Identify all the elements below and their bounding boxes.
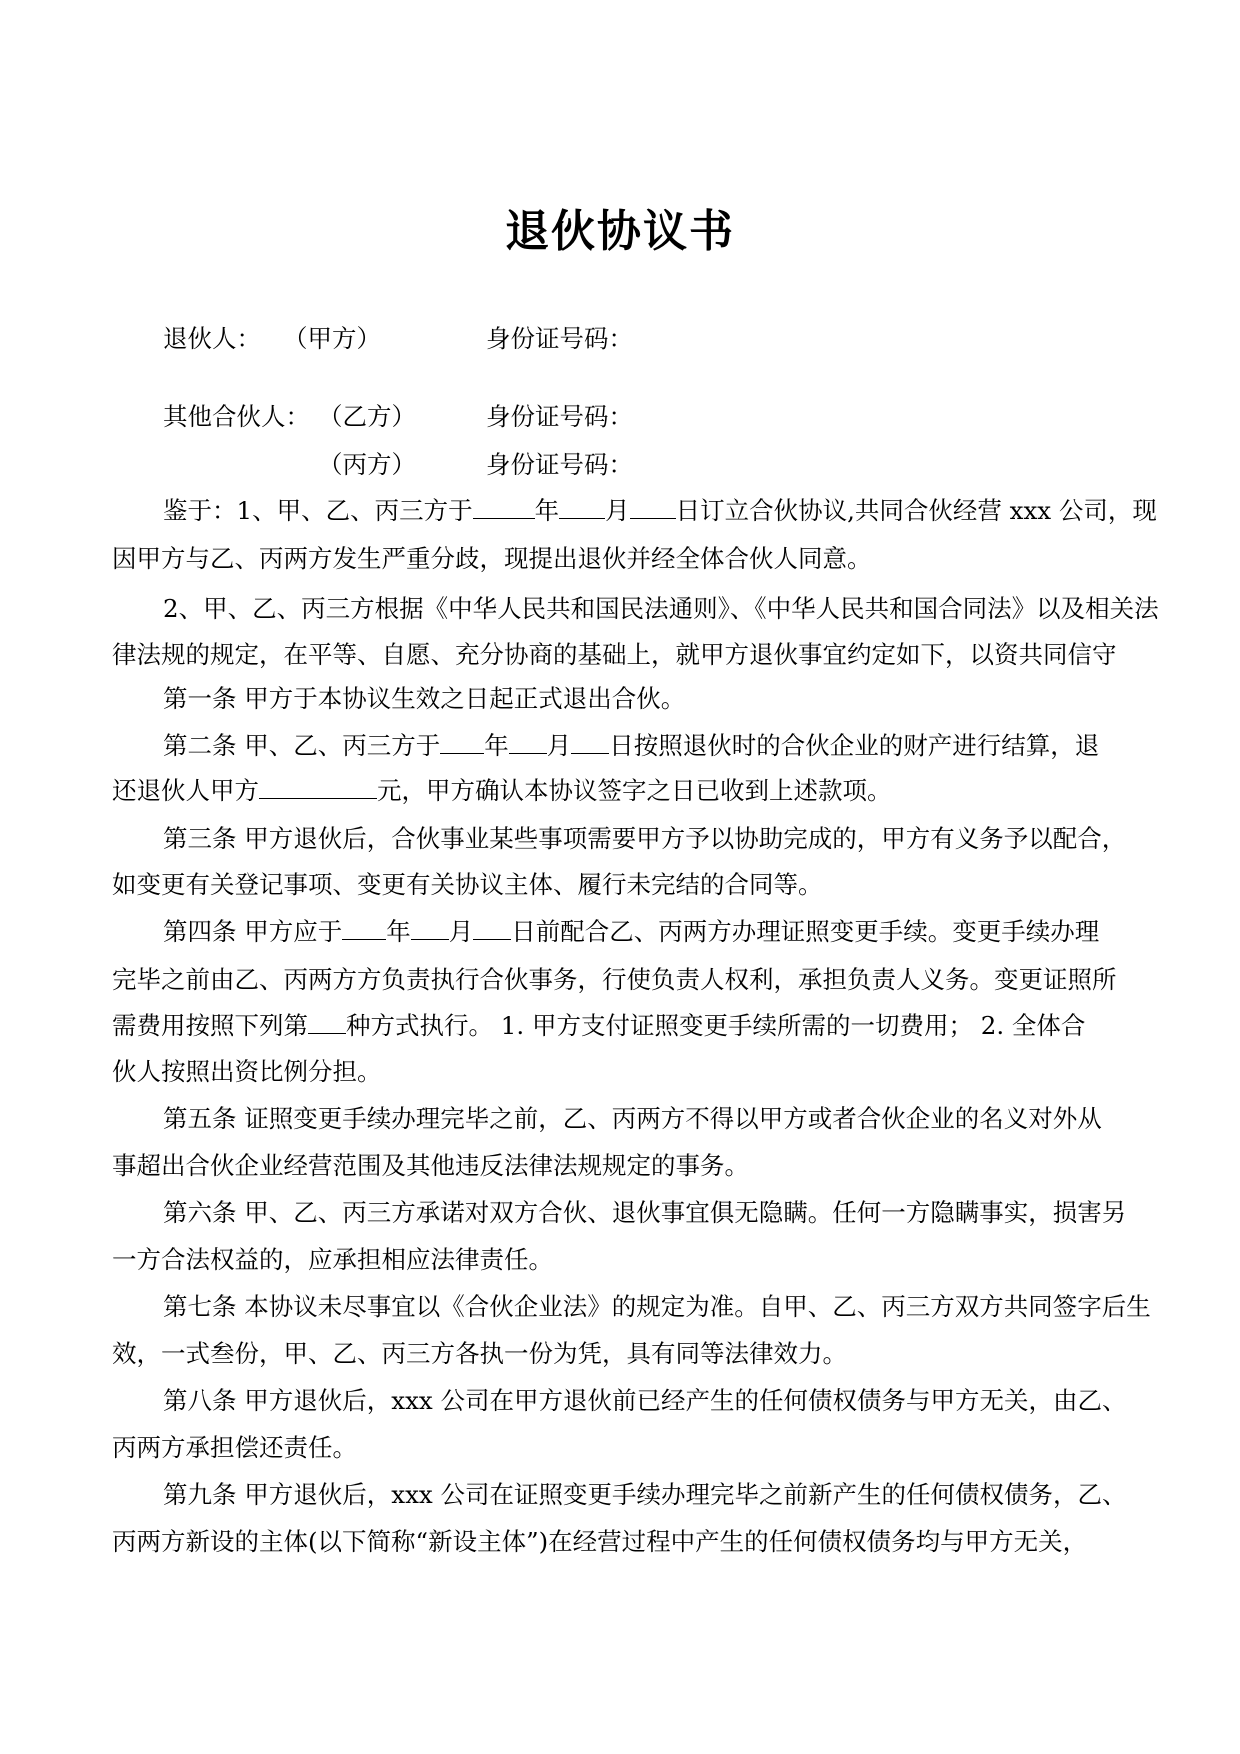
paragraph-line: 效，一式叁份，甲、乙、丙三方各执一份为凭，具有同等法律效力。 [112,1339,847,1368]
paragraph-line: 丙两方承担偿还责任。 [112,1433,357,1462]
other-partners-label: 其他合伙人： [163,402,310,431]
article-8-line: 第八条 甲方退伙后，xxx 公司在甲方退伙前已经产生的任何债权债务与甲方无关，由乙、 [163,1386,1127,1415]
blank-field [559,492,605,519]
blank-field [308,1007,346,1034]
blank-field [473,913,511,940]
paragraph-line: 丙两方新设的主体(以下简称“新设主体”)在经营过程中产生的任何债权债务均与甲方无关， [112,1527,1088,1556]
article-2-line: 第二条 甲、乙、丙三方于 年 月 日按照退伙时的合伙企业的财产进行结算，退 [163,727,1240,765]
article-1-line: 第一条 甲方于本协议生效之日起正式退出合伙。 [163,684,686,713]
paragraph-line: 如变更有关登记事项、变更有关协议主体、履行未完结的合同等。 [112,870,823,899]
id-number-label: 身份证号码： [486,402,633,431]
article-5-line: 第五条 证照变更手续办理完毕之前，乙、丙两方不得以甲方或者合伙企业的名义对外从 [163,1104,1102,1133]
paragraph-line: 一方合法权益的，应承担相应法律责任。 [112,1245,553,1274]
blank-field [411,913,449,940]
party-c-label: （丙方） [318,450,416,479]
party-b-label: （乙方） [318,402,416,431]
paragraph-line: 还退伙人甲方 元，甲方确认本协议签字之日已收到上述款项。 [112,772,1240,810]
paragraph-line: 事超出合伙企业经营范围及其他违反法律法规规定的事务。 [112,1151,749,1180]
paragraph-line: 2、甲、乙、丙三方根据《中华人民共和国民法通则》、《中华人民共和国合同法》以及相关法 [163,594,1159,623]
party-a-line [0,320,1240,358]
article-4-line: 第四条 甲方应于 年 月 日前配合乙、丙两方办理证照变更手续。变更手续办理 [163,913,1240,951]
party-a-label: （甲方） [283,324,381,353]
article-7-line: 第七条 本协议未尽事宜以《合伙企业法》的规定为准。自甲、乙、丙三方双方共同签字后生 [163,1292,1151,1321]
blank-field [630,492,676,519]
article-9-line: 第九条 甲方退伙后，xxx 公司在证照变更手续办理完毕之前新产生的任何债权债务，乙、 [163,1480,1127,1509]
paragraph-line: 因甲方与乙、丙两方发生严重分歧，现提出退伙并经全体合伙人同意。 [112,544,872,573]
blank-field [259,772,377,799]
blank-field [571,727,609,754]
retiree-label: 退伙人： [163,324,261,353]
id-number-label: 身份证号码： [486,450,633,479]
paragraph-line: 需费用按照下列第 种方式执行。 1. 甲方支付证照变更手续所需的一切费用； 2. 全体合 [112,1007,1240,1045]
document-title: 退伙协议书 [505,206,735,257]
article-3-line: 第三条 甲方退伙后，合伙事业某些事项需要甲方予以协助完成的，甲方有义务予以配合， [163,824,1127,853]
article-6-line: 第六条 甲、乙、丙三方承诺对双方合伙、退伙事宜俱无隐瞒。任何一方隐瞒事实，损害另 [163,1198,1127,1227]
blank-field [342,913,386,940]
paragraph-line: 伙人按照出资比例分担。 [112,1057,382,1086]
paragraph-line: 完毕之前由乙、丙两方方负责执行合伙事务，行使负责人权利，承担负责人义务。变更证照所 [112,965,1117,994]
party-c-line [0,446,1240,484]
paragraph-line: 律法规的规定，在平等、自愿、充分协商的基础上，就甲方退伙事宜约定如下，以资共同信守 [112,640,1117,669]
party-b-line [0,398,1240,436]
blank-field [509,727,547,754]
paragraph-line: 鉴于：1、甲、乙、丙三方于 年 月 日订立合伙协议,共同合伙经营 xxx 公司，现 [163,492,1123,530]
id-number-label: 身份证号码： [486,324,633,353]
blank-field [473,492,535,519]
blank-field [440,727,484,754]
